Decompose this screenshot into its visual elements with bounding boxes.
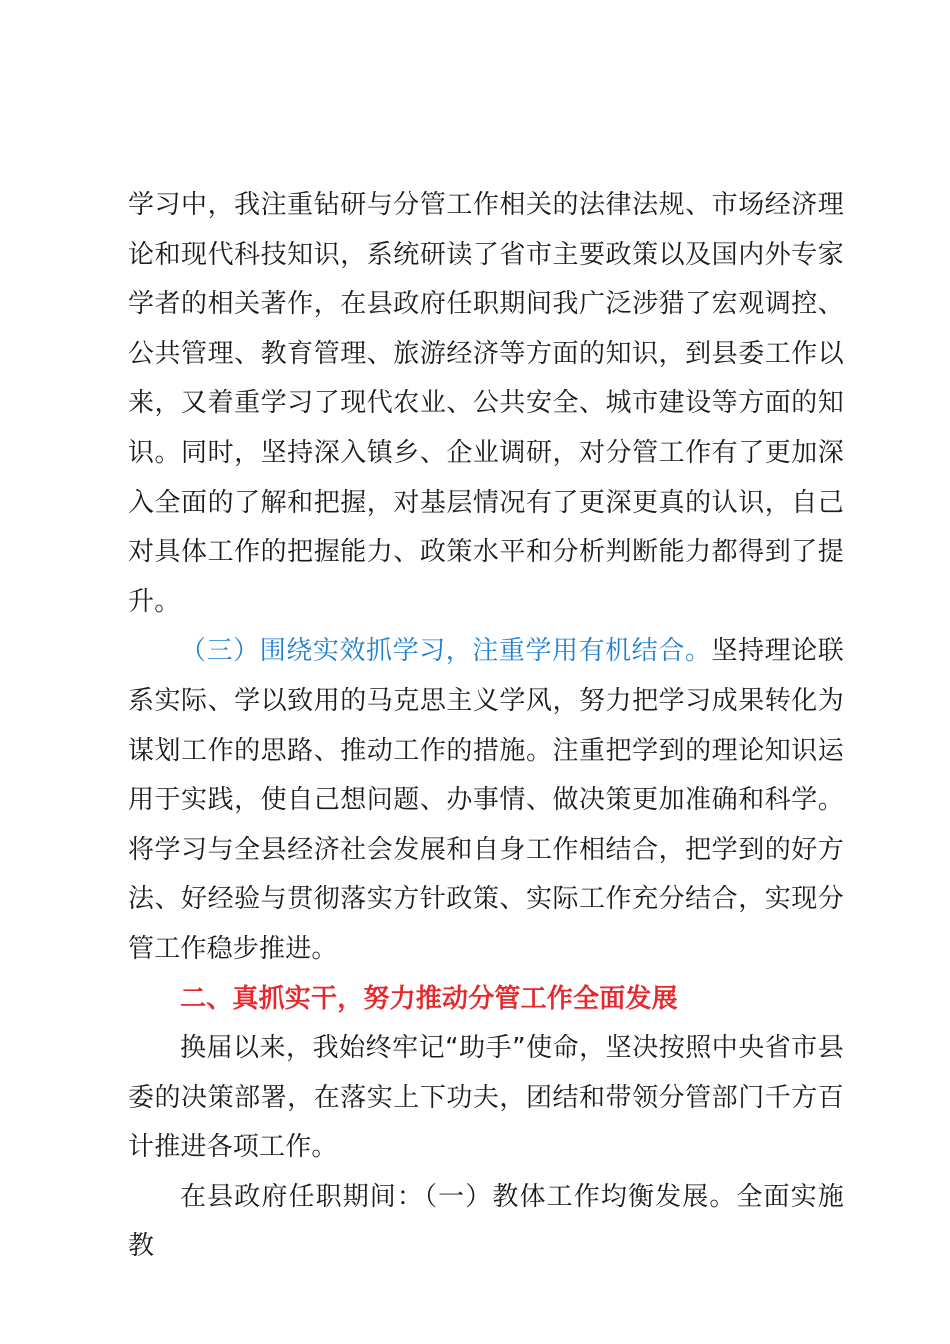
paragraph-county-government: 在县政府任职期间：（一）教体工作均衡发展。全面实施教	[128, 1181, 844, 1262]
paragraph-study-knowledge: 学习中，我注重钻研与分管工作相关的法律法规、市场经济理论和现代科技知识，系统研读了省市主要政策以及国内外专家学者的相关著作，在县政府任职期间我广泛涉猎了宏观调控、公共管理、教育管理、旅游经济等方面的知识，到县委工作以来，又着重学习了现代农业、公共安全、城市建设等方面的知识。同时，坚持深入镇乡、企业调研，对分管工作有了更加深入全面的了解和把握，对基层情况有了更深更真的认识，自己对具体工作的把握能力、政策水平和分析判断能力都得到了提升。	[128, 190, 844, 617]
subheading-three: （三）围绕实效抓学习，注重学用有机结合。	[180, 636, 712, 667]
paragraph-since-election: 换届以来，我始终牢记“助手”使命，坚决按照中央省市县委的决策部署，在落实上下功夫，团结和带领分管部门千方百计推进各项工作。	[128, 1033, 844, 1163]
document-page	[128, 181, 844, 1272]
paragraph-study-effectiveness	[128, 627, 844, 974]
paragraph-study-effectiveness-body: 坚持理论联系实际、学以致用的马克思主义学风，努力把学习成果转化为谋划工作的思路、推动工作的措施。注重把学到的理论知识运用于实践，使自己想问题、办事情、做决策更加准确和科学。将学习与全县经济社会发展和自身工作相结合，把学到的好方法、好经验与贯彻落实方针政策、实际工作充分结合，实现分管工作稳步推进。	[128, 636, 844, 964]
section-title-two: 二、真抓实干，努力推动分管工作全面发展	[180, 983, 678, 1014]
